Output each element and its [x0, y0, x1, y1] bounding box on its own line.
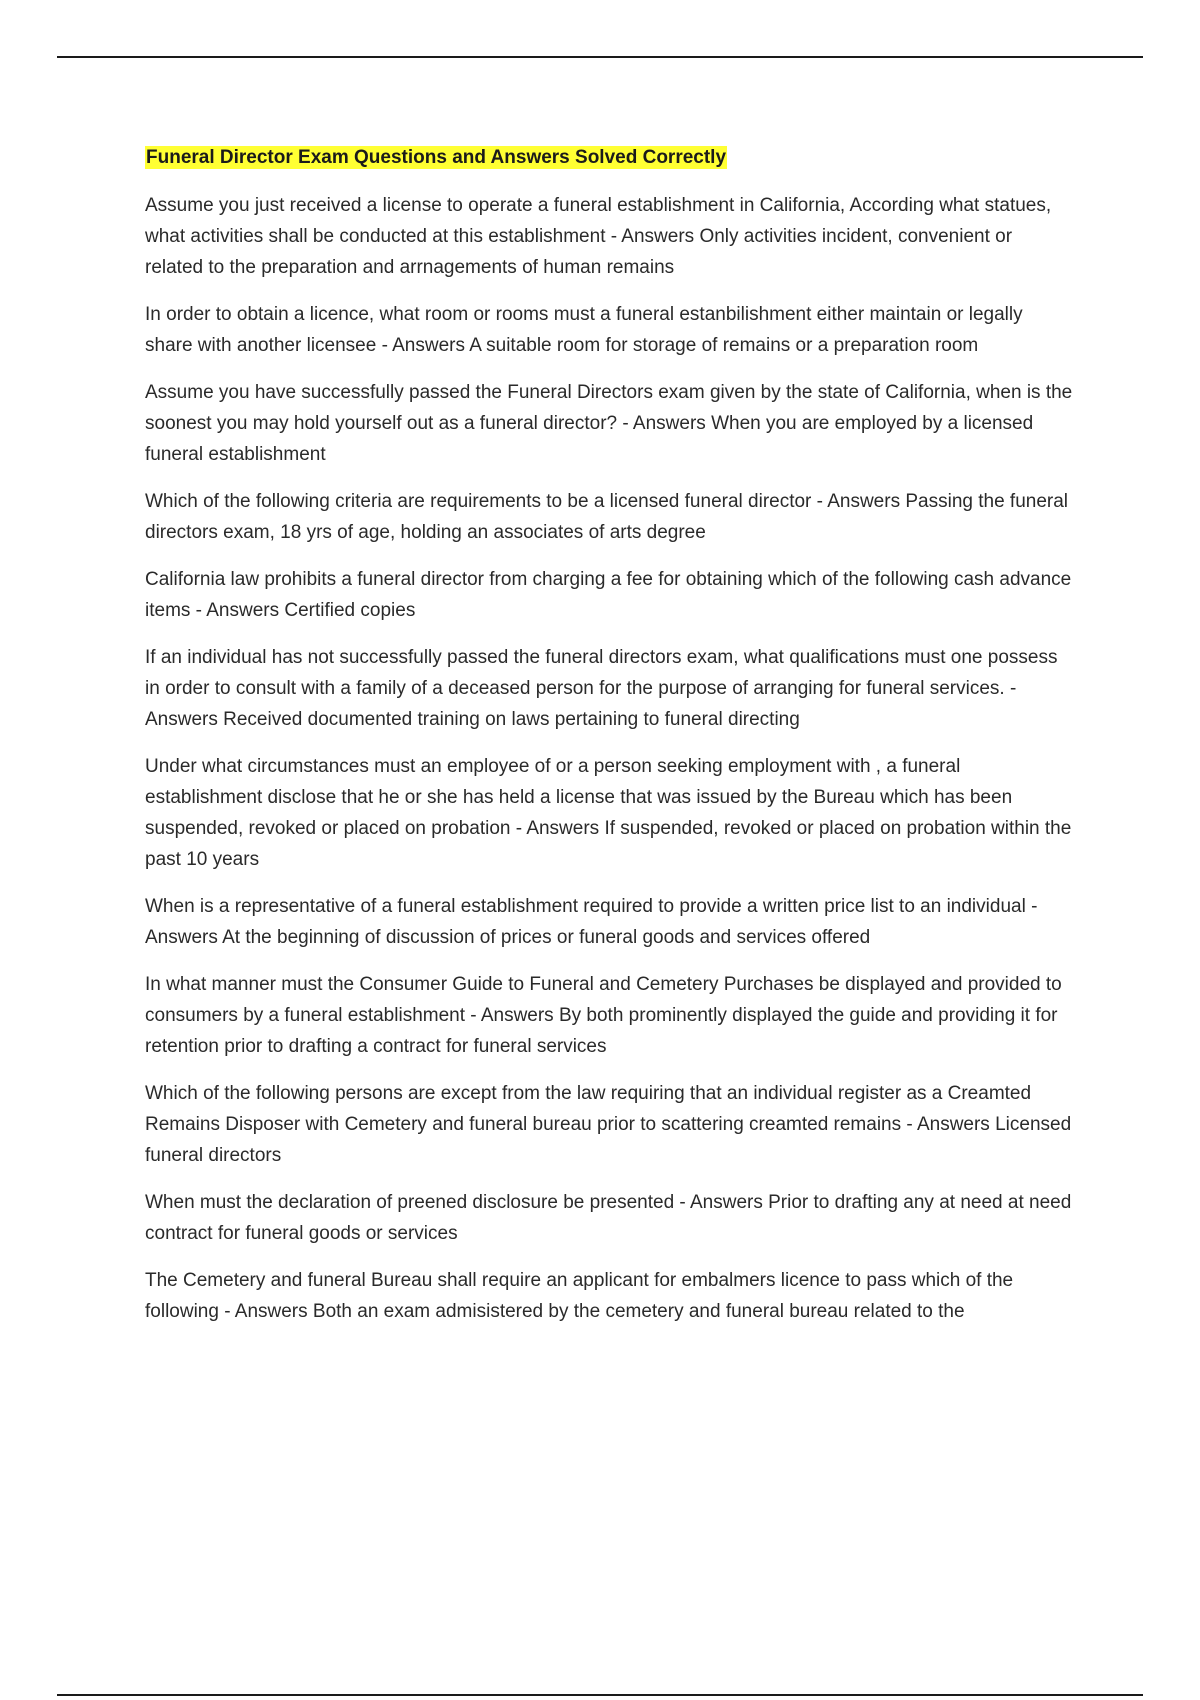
qa-paragraph-6: If an individual has not successfully passed the funeral directors exam, what qualifications must one possess in order to consult with a family of a deceased person for the purpose of arranging for funeral services. - Answers Received documented training on laws pertaining to funeral directing	[145, 647, 1058, 730]
document-title-text: Funeral Director Exam Questions and Answers Solved Correctly	[146, 147, 727, 168]
qa-paragraph-8: When is a representative of a funeral establishment required to provide a written price list to an individual - Answers At the beginning of discussion of prices or funeral goods and services offered	[145, 896, 1038, 948]
qa-paragraph-12: The Cemetery and funeral Bureau shall require an applicant for embalmers licence to pass which of the following - Answers Both an exam admisistered by the cemetery and funeral bureau related to the	[145, 1270, 1014, 1322]
document-title	[145, 142, 1075, 174]
qa-paragraph-11: When must the declaration of preened disclosure be presented - Answers Prior to drafting any at need at need contract for funeral goods or services	[145, 1192, 1072, 1244]
qa-paragraph-7: Under what circumstances must an employee of or a person seeking employment with , a funeral establishment disclose that he or she has held a license that was issued by the Bureau which has been suspended, revoked or placed on probation - Answers If suspended, revoked or placed on probation within the past 10 years	[145, 756, 1072, 870]
page-bottom-rule	[57, 1694, 1143, 1696]
qa-paragraph-10: Which of the following persons are except from the law requiring that an individual register as a Creamted Remains Disposer with Cemetery and funeral bureau prior to scattering creamted remains - Answers Licensed funeral directors	[145, 1083, 1072, 1166]
qa-paragraph-5: California law prohibits a funeral director from charging a fee for obtaining which of the following cash advance items - Answers Certified copies	[145, 569, 1072, 621]
document-body	[145, 142, 1075, 1343]
qa-paragraph-3: Assume you have successfully passed the Funeral Directors exam given by the state of California, when is the soonest you may hold yourself out as a funeral director? - Answers When you are employed by a licensed funeral establishment	[145, 382, 1073, 465]
qa-paragraph-2: In order to obtain a licence, what room or rooms must a funeral estanbilishment either maintain or legally share with another licensee - Answers A suitable room for storage of remains or a preparation room	[145, 304, 1023, 356]
qa-paragraph-9: In what manner must the Consumer Guide to Funeral and Cemetery Purchases be displayed and provided to consumers by a funeral establishment - Answers By both prominently displayed the guide and providing it for retention prior to drafting a contract for funeral services	[145, 974, 1062, 1057]
qa-paragraph-1: Assume you just received a license to operate a funeral establishment in California, According what statues, what activities shall be conducted at this establishment - Answers Only activities incident, convenient or related to the preparation and arrnagements of human remains	[145, 195, 1052, 278]
qa-paragraph-4: Which of the following criteria are requirements to be a licensed funeral director - Answers Passing the funeral directors exam, 18 yrs of age, holding an associates of arts degree	[145, 491, 1069, 543]
page-top-rule	[57, 56, 1143, 58]
